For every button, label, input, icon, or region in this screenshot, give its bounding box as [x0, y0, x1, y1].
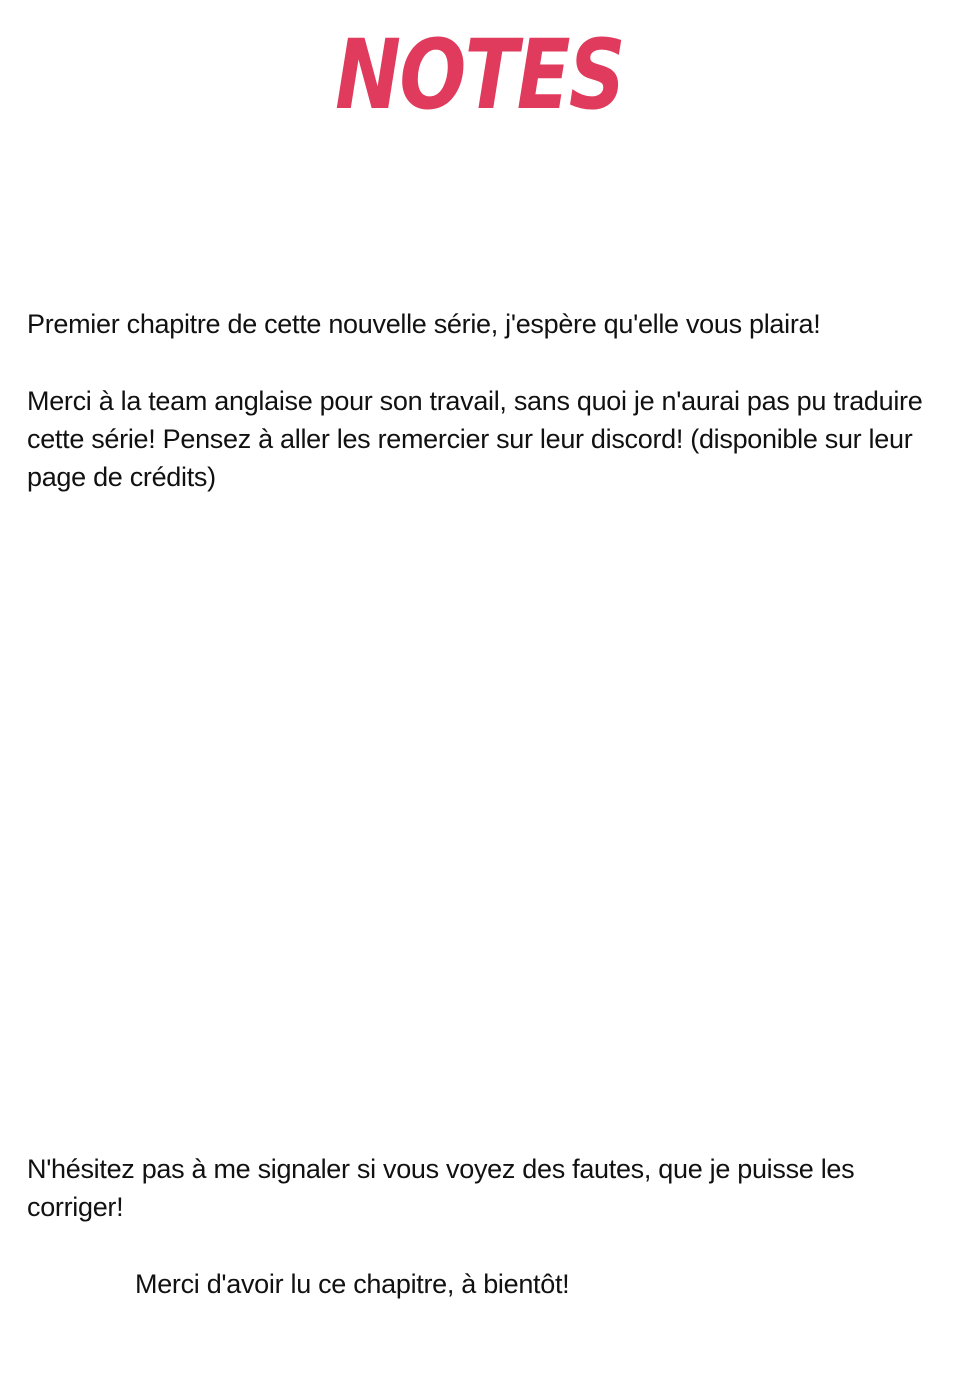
note-paragraph-errors: N'hésitez pas à me signaler si vous voyez des fautes, que je puisse les corriger! — [27, 1154, 855, 1222]
page-title: NOTES — [335, 19, 624, 131]
note-paragraph-intro: Premier chapitre de cette nouvelle série, j'espère qu'elle vous plaira! — [27, 309, 821, 339]
note-paragraph-thanks: Merci à la team anglaise pour son travail, sans quoi je n'aurai pas pu traduire cette série! Pensez à aller les remercier sur leur discord! (disponible sur leur page de crédits) — [27, 386, 923, 492]
closing-message: Merci d'avoir lu ce chapitre, à bientôt! — [135, 1269, 570, 1299]
